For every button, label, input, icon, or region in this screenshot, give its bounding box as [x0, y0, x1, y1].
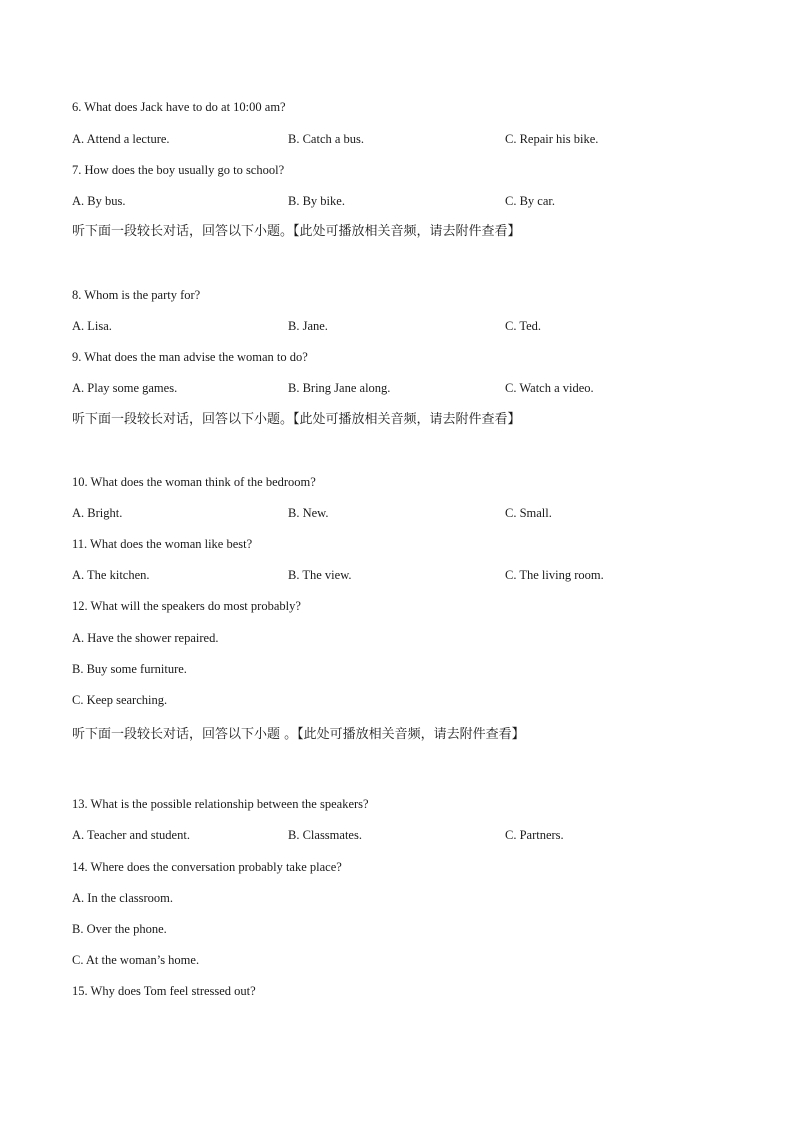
option-9a: A. Play some games.	[72, 381, 178, 395]
question-8: 8. Whom is the party for?	[72, 288, 201, 302]
option-6b: B. Catch a bus.	[288, 132, 365, 146]
option-10a: A. Bright.	[72, 506, 123, 520]
listening-instruction-3: 听下面一段较长对话，回答以下小题 。【此处可播放相关音频，请去附件查看】	[72, 727, 525, 742]
option-9c: C. Watch a video.	[505, 381, 594, 395]
option-7b: B. By bike.	[288, 194, 345, 208]
listening-instruction-2: 听下面一段较长对话，回答以下小题。【此处可播放相关音频，请去附件查看】	[72, 412, 521, 427]
option-11a: A. The kitchen.	[72, 568, 150, 582]
option-8a: A. Lisa.	[72, 319, 112, 333]
option-6c: C. Repair his bike.	[505, 132, 599, 146]
option-14c: C. At the woman’s home.	[72, 953, 200, 967]
option-8c: C. Ted.	[505, 319, 542, 333]
option-7a: A. By bus.	[72, 194, 126, 208]
question-14: 14. Where does the conversation probably take place?	[72, 860, 342, 874]
option-11c: C. The living room.	[505, 568, 604, 582]
option-12c: C. Keep searching.	[72, 693, 168, 707]
question-11: 11. What does the woman like best?	[72, 537, 253, 551]
question-15: 15. Why does Tom feel stressed out?	[72, 984, 256, 998]
option-13c: C. Partners.	[505, 828, 564, 842]
question-13: 13. What is the possible relationship between the speakers?	[72, 797, 369, 811]
listening-instruction-1: 听下面一段较长对话，回答以下小题。【此处可播放相关音频，请去附件查看】	[72, 224, 521, 239]
question-12: 12. What will the speakers do most probably?	[72, 599, 301, 613]
option-10c: C. Small.	[505, 506, 552, 520]
option-13a: A. Teacher and student.	[72, 828, 190, 842]
option-10b: B. New.	[288, 506, 329, 520]
option-12a: A. Have the shower repaired.	[72, 631, 219, 645]
option-8b: B. Jane.	[288, 319, 328, 333]
question-10: 10. What does the woman think of the bedroom?	[72, 475, 316, 489]
option-14b: B. Over the phone.	[72, 922, 167, 936]
question-6: 6. What does Jack have to do at 10:00 am?	[72, 100, 286, 114]
question-7: 7. How does the boy usually go to school?	[72, 163, 285, 177]
option-11b: B. The view.	[288, 568, 352, 582]
option-12b: B. Buy some furniture.	[72, 662, 187, 676]
option-9b: B. Bring Jane along.	[288, 381, 391, 395]
question-9: 9. What does the man advise the woman to do?	[72, 350, 308, 364]
option-6a: A. Attend a lecture.	[72, 132, 170, 146]
option-13b: B. Classmates.	[288, 828, 362, 842]
option-14a: A. In the classroom.	[72, 891, 174, 905]
option-7c: C. By car.	[505, 194, 555, 208]
